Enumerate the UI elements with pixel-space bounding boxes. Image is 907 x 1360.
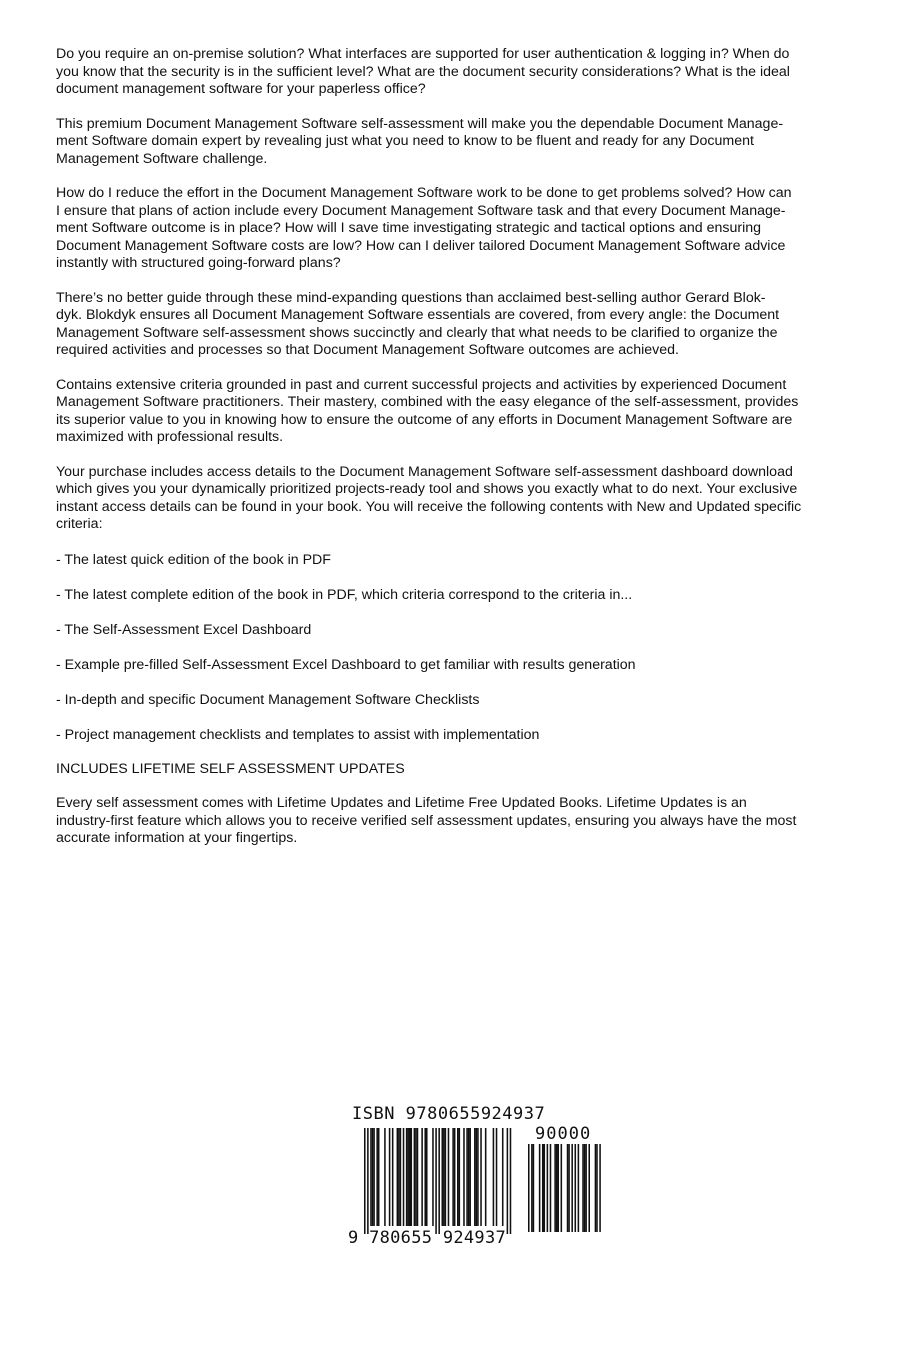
barcode-bar xyxy=(384,1128,386,1226)
barcode-bar xyxy=(400,1128,402,1226)
barcode-bar xyxy=(415,1128,417,1226)
barcode-bar xyxy=(452,1128,454,1226)
isbn-label: ISBN 9780655924937 xyxy=(352,1104,546,1124)
addon-bar xyxy=(582,1144,584,1232)
barcode-bar xyxy=(443,1128,445,1226)
barcode-bar xyxy=(474,1128,476,1226)
barcode-bar xyxy=(403,1128,405,1226)
paragraph-purchase: Your purchase includes access details to the Document Management Software self-assessment dashboard download which gives you your dynamically prioritized projects-ready tool and shows you exactly what to do next. Your exclusive instant access details can be found in your book. You will receive the following contents with New and Updated specific criteria: xyxy=(56,463,802,532)
barcode-bar xyxy=(466,1128,468,1226)
addon-bar xyxy=(585,1144,587,1232)
barcode-bar xyxy=(477,1128,479,1226)
addon-bar xyxy=(557,1144,559,1232)
barcode-bar xyxy=(432,1128,434,1226)
addon-bar xyxy=(531,1144,533,1232)
barcode-bar xyxy=(414,1128,416,1226)
addon-bar xyxy=(550,1144,552,1232)
barcode-bar xyxy=(397,1128,399,1226)
barcode-bar xyxy=(480,1128,482,1226)
barcode-bar xyxy=(389,1128,391,1226)
list-item: - The Self-Assessment Excel Dashboard xyxy=(56,621,312,638)
barcode-bar xyxy=(378,1128,380,1226)
isbn-barcode xyxy=(348,1104,618,1254)
paragraph-criteria: Contains extensive criteria grounded in past and current successful projects and activities by experienced Document Management Software practitioners. Their mastery, combined with the easy elegance of the self-assessment, provides its superior value to you in knowing how to ensure the outcome of any efforts in Document Management Software are maximized with professional results. xyxy=(56,376,799,445)
barcode-bar xyxy=(448,1128,450,1226)
barcode-bar xyxy=(507,1128,509,1234)
paragraph-premium: This premium Document Management Software self-assessment will make you the dependable Document Manage- ment Software domain expert by revealing just what you need to know to be fluent and ready for any Document Management Software challenge. xyxy=(56,115,784,167)
barcode-addon-digits: 90000 xyxy=(535,1124,592,1144)
addon-bar xyxy=(595,1144,597,1232)
barcode-bar xyxy=(435,1128,437,1234)
barcode-bar xyxy=(409,1128,411,1226)
barcode-bar xyxy=(445,1128,447,1226)
barcode-bar xyxy=(463,1128,465,1226)
addon-bar xyxy=(584,1144,586,1232)
list-item: - The latest complete edition of the book in PDF, which criteria correspond to the criteria in... xyxy=(56,586,633,603)
barcode-bar xyxy=(493,1128,495,1226)
barcode-bar xyxy=(392,1128,394,1226)
addon-bar xyxy=(544,1144,546,1232)
barcode-bar xyxy=(373,1128,375,1226)
addon-bar xyxy=(528,1144,530,1232)
barcode-bar xyxy=(372,1128,374,1226)
barcode-bar xyxy=(398,1128,400,1226)
barcode-bar xyxy=(426,1128,428,1226)
addon-bar xyxy=(588,1144,590,1232)
addon-bar xyxy=(542,1144,544,1232)
paragraph-intro-questions: Do you require an on-premise solution? What interfaces are supported for user authentication & logging in? When do you know that the security is in the sufficient level? What are the document security considerations? What is the ideal document management software for your paperless office? xyxy=(56,46,790,97)
barcode-human-readable: 9 780655 924937 xyxy=(348,1228,507,1248)
addon-bar xyxy=(568,1144,570,1232)
paragraph-closing: Every self assessment comes with Lifetime Updates and Lifetime Free Updated Books. Lifetime Updates is an industry-first feature which allows you to receive verified self assessment updates, ensuring you always have the most accurate information at your fingertips. xyxy=(56,795,797,846)
addon-bar xyxy=(571,1144,573,1232)
barcode-bar xyxy=(510,1128,512,1234)
barcode-bar xyxy=(438,1128,440,1234)
addon-bar xyxy=(533,1144,535,1232)
barcode-bar xyxy=(442,1128,444,1226)
barcode-bar xyxy=(468,1128,470,1226)
barcode-bar xyxy=(370,1128,372,1226)
barcode-bar xyxy=(496,1128,498,1226)
addon-bar xyxy=(575,1144,577,1232)
list-item: - Example pre-filled Self-Assessment Excel Dashboard to get familiar with results generation xyxy=(56,656,636,673)
list-item: - The latest quick edition of the book in PDF xyxy=(56,551,331,568)
barcode-bar xyxy=(424,1128,426,1226)
paragraph-how-questions: How do I reduce the effort in the Document Management Software work to be done to get problems solved? How can I ensure that plans of action include every Document Management Software task and that every Document Manage- ment Software outcome is in place? How will I save time investigating strategic and tactical options and ensuring Document Management Software costs are low? How can I deliver tailored Document Management Software advice instantly with structured going-forward plans? xyxy=(56,185,792,271)
barcode-bar xyxy=(454,1128,456,1226)
section-heading: INCLUDES LIFETIME SELF ASSESSMENT UPDATES xyxy=(56,760,405,777)
barcode-bar xyxy=(469,1128,471,1226)
paragraph-author: There’s no better guide through these mind-expanding questions than acclaimed best-selling author Gerard Blok- dyk. Blokdyk ensures all Document Management Software essentials are covered, from every angle: the Document Management Software self-assessment shows succinctly and clearly that what needs to be clarified to organize the required activities and processes so that Document Management Software outcomes are achieved. xyxy=(56,289,780,358)
barcode-bar xyxy=(407,1128,409,1226)
barcode-bar xyxy=(459,1128,461,1226)
addon-bar xyxy=(567,1144,569,1232)
addon-bar xyxy=(547,1144,549,1232)
barcode-bar xyxy=(411,1128,413,1226)
barcode-bar xyxy=(502,1128,504,1226)
barcode-bar xyxy=(421,1128,423,1226)
addon-bar xyxy=(561,1144,563,1232)
addon-bar xyxy=(599,1144,601,1232)
barcode-bar xyxy=(457,1128,459,1226)
addon-bar xyxy=(556,1144,558,1232)
barcode-bar xyxy=(367,1128,369,1234)
barcode-bar xyxy=(485,1128,487,1226)
addon-bar xyxy=(539,1144,541,1232)
list-item: - Project management checklists and templates to assist with implementation xyxy=(56,726,540,743)
barcode-bar xyxy=(376,1128,378,1226)
list-item: - In-depth and specific Document Management Software Checklists xyxy=(56,691,480,708)
barcode-bar xyxy=(406,1128,408,1226)
back-cover-text xyxy=(56,46,846,865)
barcode-bar xyxy=(417,1128,419,1226)
addon-bar xyxy=(578,1144,580,1232)
barcode-bar xyxy=(364,1128,366,1234)
barcode-bar xyxy=(476,1128,478,1226)
addon-bar xyxy=(554,1144,556,1232)
addon-bar xyxy=(596,1144,598,1232)
